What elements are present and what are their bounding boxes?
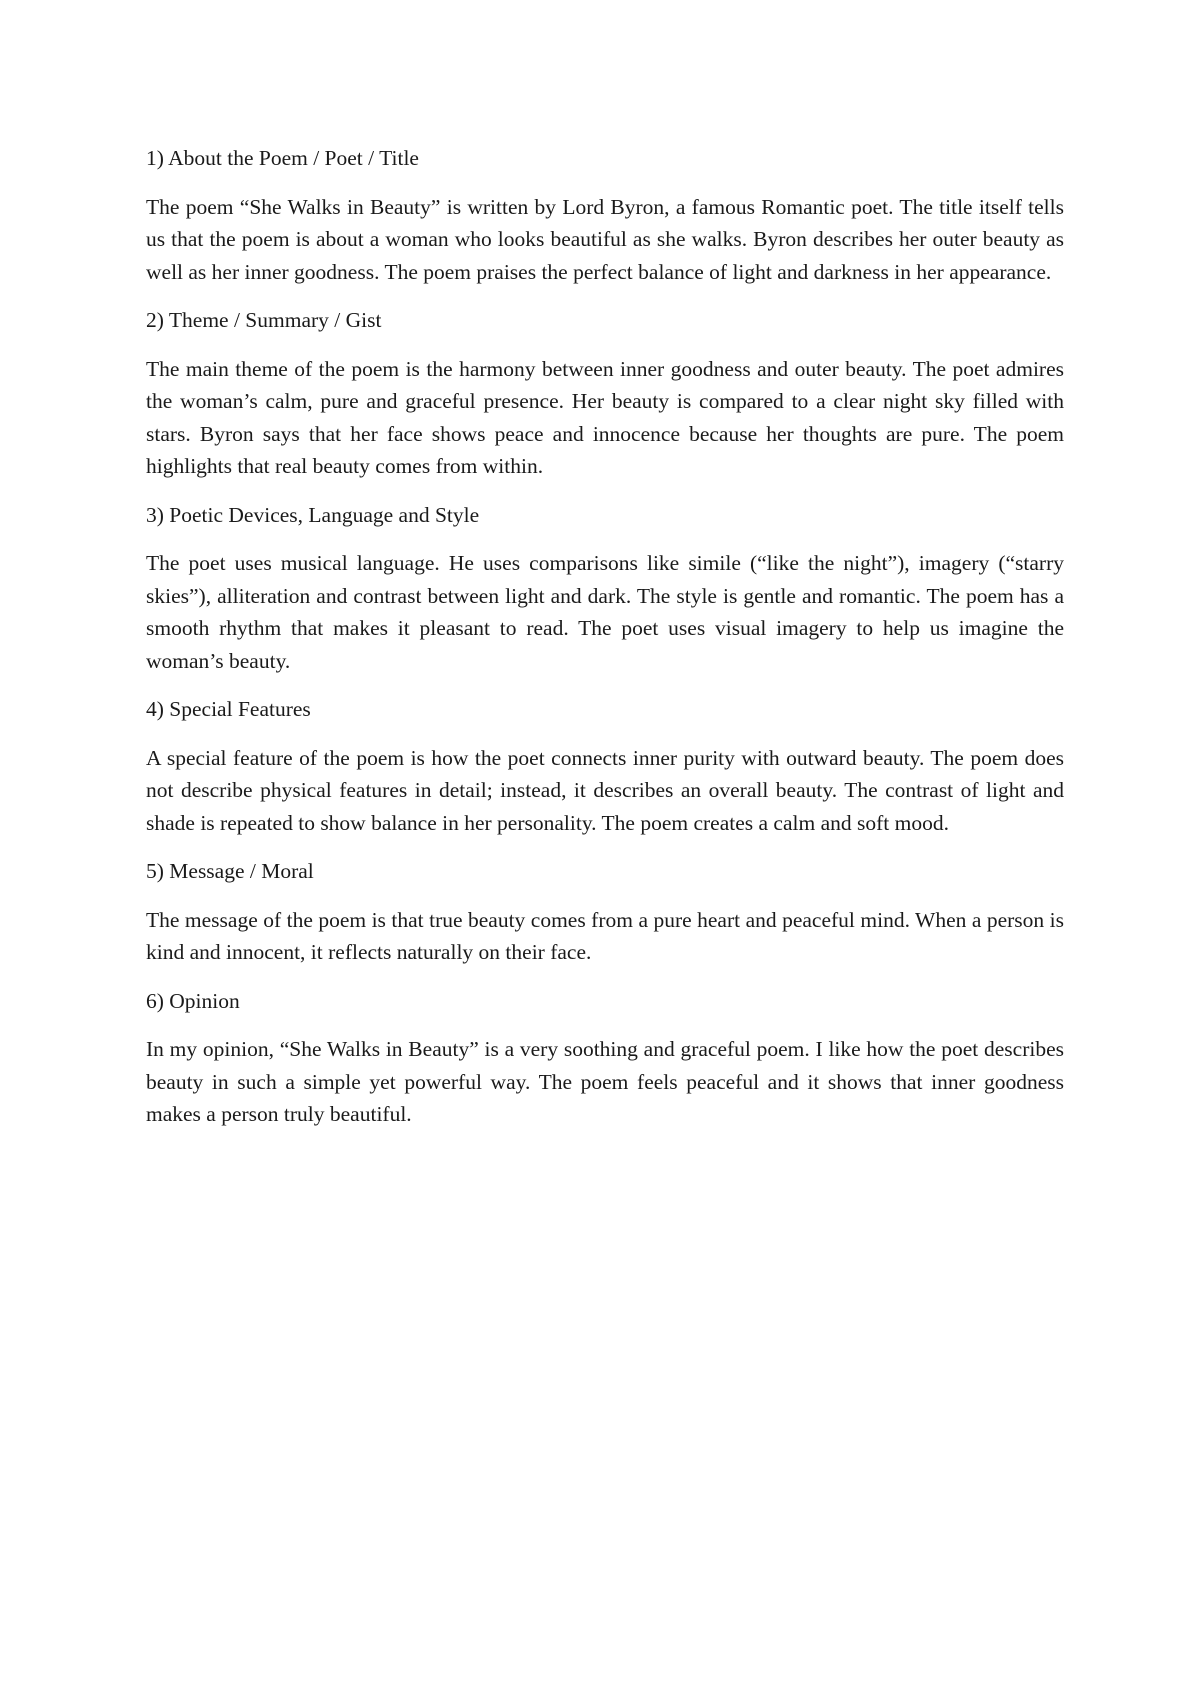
section-body: A special feature of the poem is how the poet connects inner purity with outward beauty. The poem does not describe physical features in detail; instead, it describes an overall beauty. The contrast of light and shade is repeated to show balance in her personality. The poem creates a calm and soft mood. xyxy=(146,745,1064,835)
section-special-features xyxy=(146,693,1064,839)
section-body: The poem “She Walks in Beauty” is written by Lord Byron, a famous Romantic poet. The title itself tells us that the poem is about a woman who looks beautiful as she walks. Byron describes her outer beauty as well as her inner goodness. The poem praises the perfect balance of light and darkness in her appearance. xyxy=(146,194,1064,284)
section-heading: 2) Theme / Summary / Gist xyxy=(146,308,382,332)
section-about-poem xyxy=(146,142,1064,288)
document-page xyxy=(146,142,1064,1147)
section-poetic-devices xyxy=(146,499,1064,678)
section-body: The message of the poem is that true beauty comes from a pure heart and peaceful mind. When a person is kind and innocent, it reflects naturally on their face. xyxy=(146,907,1064,964)
section-body: The main theme of the poem is the harmony between inner goodness and outer beauty. The poet admires the woman’s calm, pure and graceful presence. Her beauty is compared to a clear night sky filled with stars. Byron says that her face shows peace and innocence because her thoughts are pure. The poem highlights that real beauty comes from within. xyxy=(146,356,1064,478)
section-heading: 6) Opinion xyxy=(146,988,240,1013)
section-body: The poet uses musical language. He uses comparisons like simile (“like the night”), imagery (“starry skies”), alliteration and contrast between light and dark. The style is gentle and romantic. The poem has a smooth rhythm that makes it pleasant to read. The poet uses visual imagery to help us imagine the woman’s beauty. xyxy=(146,551,1064,673)
section-heading: 5) Message / Moral xyxy=(146,859,314,883)
section-body: In my opinion, “She Walks in Beauty” is a very soothing and graceful poem. I like how the poet describes beauty in such a simple yet powerful way. The poem feels peaceful and it shows that inner goodness makes a person truly beautiful. xyxy=(146,1037,1064,1126)
section-heading: 1) About the Poem / Poet / Title xyxy=(146,146,419,170)
section-heading: 4) Special Features xyxy=(146,697,311,721)
section-heading: 3) Poetic Devices, Language and Style xyxy=(146,502,480,527)
section-message xyxy=(146,855,1064,969)
section-theme xyxy=(146,304,1064,483)
section-opinion xyxy=(146,985,1064,1131)
